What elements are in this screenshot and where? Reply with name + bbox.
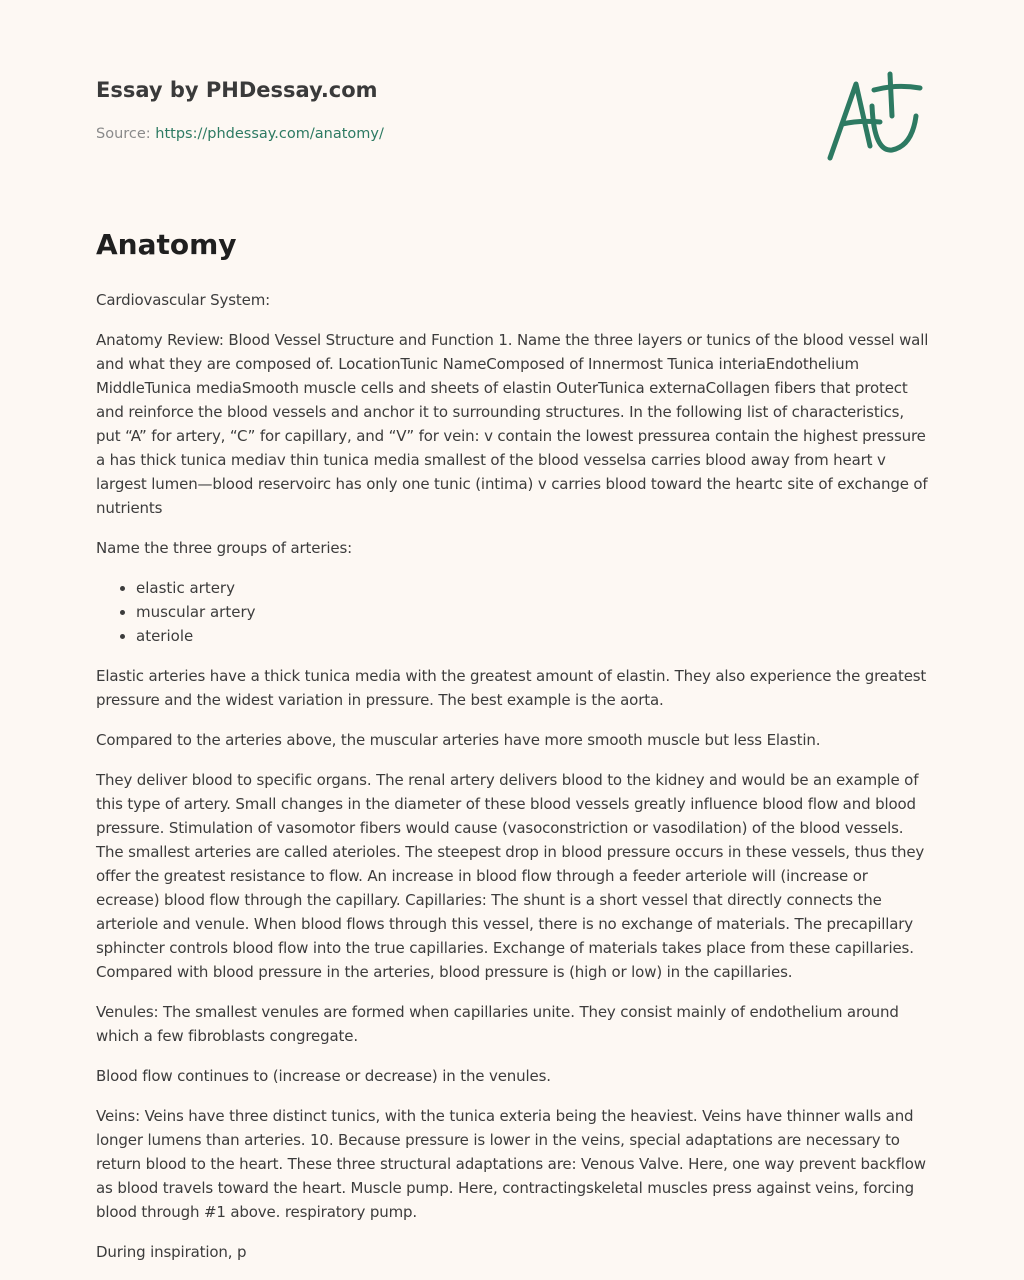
paragraph: Compared to the arteries above, the muscular arteries have more smooth muscle but less Elastin. [96, 731, 821, 749]
source-label: Source: [96, 126, 156, 142]
source-link[interactable]: https://phdessay.com/anatomy/ [155, 126, 384, 142]
paragraph: Blood flow continues to (increase or decrease) in the venules. [96, 1067, 551, 1085]
a-plus-grade-logo [820, 66, 930, 166]
paragraph: During inspiration, p [96, 1243, 247, 1261]
article [96, 226, 930, 1280]
artery-groups-list [96, 576, 930, 648]
paragraph: Anatomy Review: Blood Vessel Structure and Function 1. Name the three layers or tunics of the blood vessel wall and what they are composed of. LocationTunic NameComposed of Innermost Tunica interiaEndothelium MiddleTunica mediaSmooth muscle cells and sheets of elastin OuterTunica externaCollagen fibers that protect and reinforce the blood vessels and anchor it to surrounding structures. In the following list of characteristics, put “A” for artery, “C” for capillary, and “V” for vein: v contain the lowest pressurea contain the highest pressure a has thick tunica mediav thin tunica media smallest of the blood vesselsa carries blood away from heart v largest lumen—blood reservoirc has only one tunic (intima) v carries blood toward the heartc site of exchange of nutrients [96, 331, 929, 517]
paragraph: Name the three groups of arteries: [96, 539, 353, 557]
list-item: • muscular artery [136, 600, 930, 624]
page-header [96, 76, 816, 144]
page-title: Anatomy [96, 228, 237, 261]
site-title: Essay by PHDessay.com [96, 78, 378, 102]
paragraph: Veins: Veins have three distinct tunics, with the tunica exteria being the heaviest. Veins have thinner walls and longer lumens than arteries. 10. Because pressure is lower in the veins, special adaptations are necessary to return blood to the heart. These three structural adaptations are: Venous Valve. Here, one way prevent backflow as blood travels toward the heart. Muscle pump. Here, contractingskeletal muscles press against veins, forcing blood through #1 above. respiratory pump. [96, 1107, 926, 1221]
list-item: • elastic artery [136, 576, 930, 600]
paragraph: Cardiovascular System: [96, 291, 271, 309]
paragraph: Venules: The smallest venules are formed when capillaries unite. They consist mainly of endothelium around which a few fibroblasts congregate. [96, 1003, 899, 1045]
source-line [96, 124, 816, 144]
list-item: • ateriole [136, 624, 930, 648]
paragraph: Elastic arteries have a thick tunica media with the greatest amount of elastin. They also experience the greatest pressure and the widest variation in pressure. The best example is the aorta. [96, 667, 927, 709]
paragraph: They deliver blood to specific organs. The renal artery delivers blood to the kidney and would be an example of this type of artery. Small changes in the diameter of these blood vessels greatly influence blood flow and blood pressure. Stimulation of vasomotor fibers would cause (vasoconstriction or vasodilation) of the blood vessels. The smallest arteries are called aterioles. The steepest drop in blood pressure occurs in these vessels, thus they offer the greatest resistance to flow. An increase in blood flow through a feeder arteriole will (increase or ecrease) blood flow through the capillary. Capillaries: The shunt is a short vessel that directly connects the arteriole and venule. When blood flows through this vessel, there is no exchange of materials. The precapillary sphincter controls blood flow into the true capillaries. Exchange of materials takes place from these capillaries. Compared with blood pressure in the arteries, blood pressure is (high or low) in the capillaries. [96, 771, 925, 981]
